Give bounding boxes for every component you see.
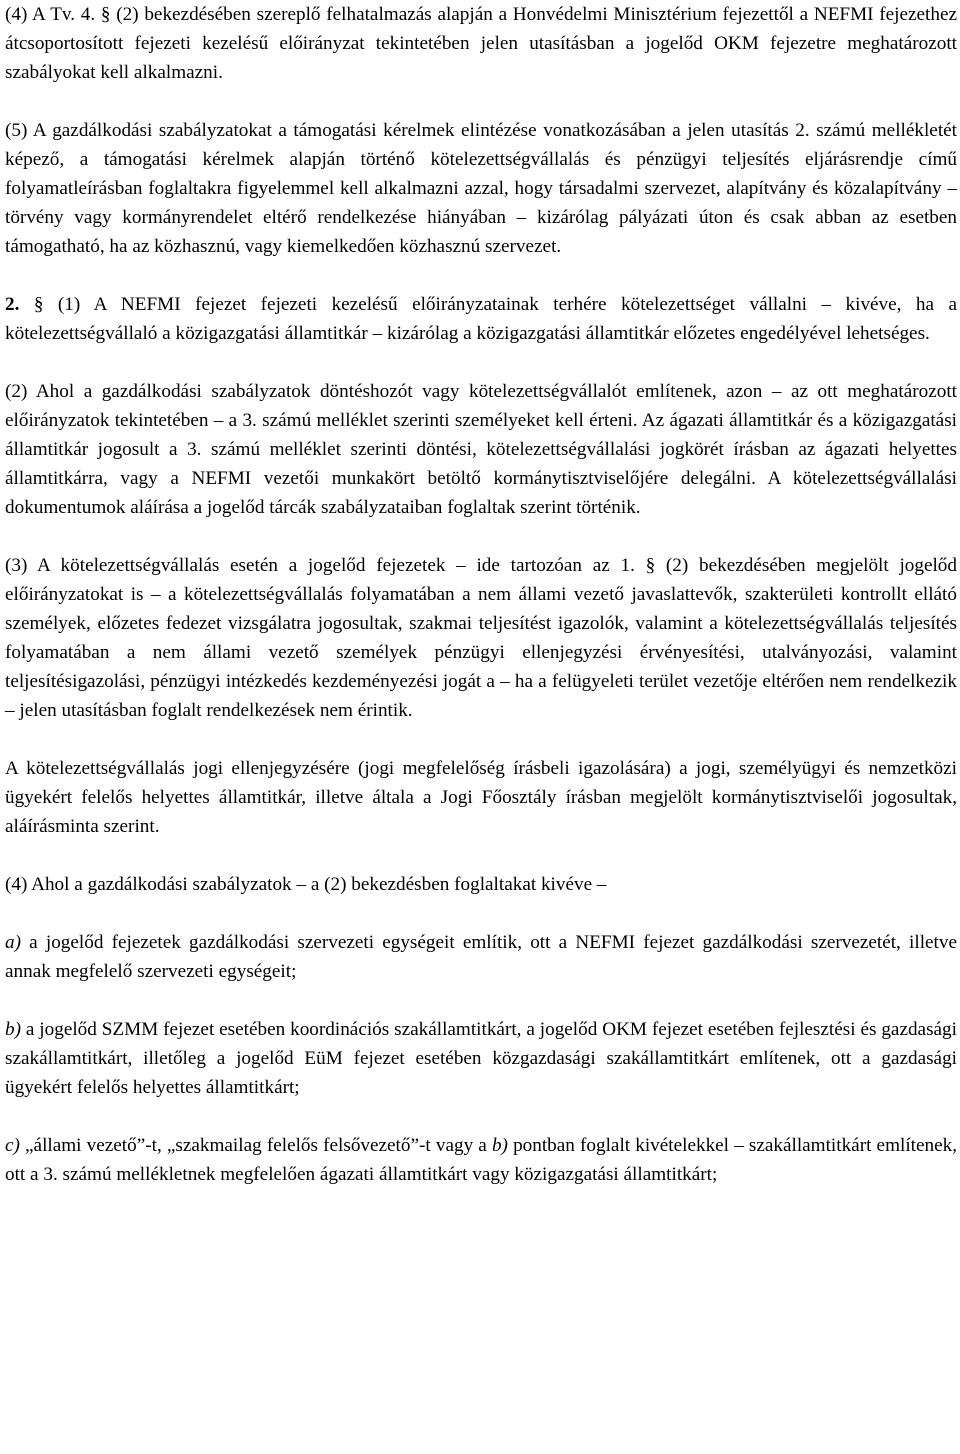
- list-item-text: a jogelőd fejezetek gazdálkodási szervezeti egységeit említik, ott a NEFMI fejezet gazdálkodási szervezetét, illetve annak megfelelő szervezeti egységeit;: [5, 932, 957, 982]
- paragraph-5: (5) A gazdálkodási szabályzatokat a támogatási kérelmek elintézése vonatkozásában a jelen utasítás 2. számú mellékletét képező, a támogatási kérelmek alapján történő kötelezettségvállalás és pénzügyi teljesítés eljárásrendje című folyamatleírásban foglaltakra figyelemmel kell alkalmazni azzal, hogy társadalmi szervezet, alapítvány és közalapítvány – törvény vagy kormányrendelet eltérő rendelkezése hiányában – kizárólag pályázati úton és csak abban az esetben támogatható, ha az közhasznú, vagy kiemelkedően közhasznú szervezet.: [5, 120, 957, 257]
- spacer: [5, 348, 957, 377]
- spacer: [5, 841, 957, 870]
- spacer: [5, 87, 957, 116]
- section-2-paragraph-3b: A kötelezettségvállalás jogi ellenjegyzésére (jogi megfelelőség írásbeli igazolására) a jogi, személyügyi és nemzetközi ügyekért felelős helyettes államtitkár, illetve általa a Jogi Főosztály írásban megjelölt kormánytisztviselői jogosultak, aláírásminta szerint.: [5, 758, 957, 837]
- list-item-text: a jogelőd SZMM fejezet esetében koordinációs szakállamtitkárt, a jogelőd OKM fejezet esetében fejlesztési és gazdasági szakállamtitkárt, illetőleg a jogelőd EüM fejezet esetében közgazdasági szakállamtitkárt említenek, ott a gazdasági ügyekért felelős helyettes államtitkárt;: [5, 1019, 957, 1098]
- spacer: [5, 261, 957, 290]
- section-2-paragraph-3: (3) A kötelezettségvállalás esetén a jogelőd fejezetek – ide tartozóan az 1. § (2) bekezdésében megjelölt jogelőd előirányzatokat is – a kötelezettségvállalás folyamatában a nem állami vezető javaslattevők, szakterületi kontrollt ellátó személyek, előzetes fedezet vizsgálatra jogosultak, szakmai teljesítést igazolók, valamint a kötelezettségvállalás teljesítés folyamatában a nem állami vezető személyek pénzügyi ellenjegyzési érvényesítési, utalványozási, valamint teljesítésigazolási, pénzügyi intézkedés kezdeményezési jogát a – ha a felügyeleti terület vezetője eltérően nem rendelkezik – jelen utasításban foglalt rendelkezések nem érintik.: [5, 555, 957, 721]
- document-body: [5, 0, 957, 1189]
- list-item-label: c): [5, 1135, 20, 1156]
- section-2-paragraph-2: (2) Ahol a gazdálkodási szabályzatok döntéshozót vagy kötelezettségvállalót említenek, azon – az ott meghatározott előirányzatok tekintetében – a 3. számú melléklet szerinti személyeket kell érteni. Az ágazati államtitkár és a közigazgatási államtitkár jogosult a 3. számú melléklet szerinti döntési, kötelezettségvállalási jogkörét írásban az ágazati helyettes államtitkárra, vagy a NEFMI vezetői munkakört betöltő kormánytisztviselőjére delegálni. A kötelezettségvállalási dokumentumok aláírása a jogelőd tárcák szabályzataiban foglaltak szerint történik.: [5, 381, 957, 518]
- list-item-label: a): [5, 932, 21, 953]
- list-item-b: [5, 1015, 957, 1102]
- list-item-text: pontban foglalt kivételekkel – szakállamtitkárt említenek, ott a 3. számú mellékletnek megfelelően ágazati államtitkárt vagy közigazgatási államtitkárt;: [5, 1135, 958, 1185]
- section-2-paragraph-1-text: § (1) A NEFMI fejezet fejezeti kezelésű előirányzatainak terhére kötelezettséget vállalni – kivéve, ha a kötelezettségvállaló a közigazgatási államtitkár – kizárólag a közigazgatási államtitkár előzetes engedélyével lehetséges.: [5, 294, 958, 344]
- spacer: [5, 899, 957, 928]
- list-item-a: [5, 928, 957, 986]
- list-item-text: „állami vezető”-t, „szakmailag felelős felsővezető”-t vagy a: [19, 1135, 492, 1156]
- spacer: [5, 522, 957, 551]
- section-2-paragraph-1: [5, 290, 957, 348]
- list-item-label: b): [5, 1019, 21, 1040]
- spacer: [5, 986, 957, 1015]
- list-item-reference: b): [491, 1135, 508, 1156]
- list-item-c: [5, 1131, 957, 1189]
- section-2-paragraph-4: (4) Ahol a gazdálkodási szabályzatok – a (2) bekezdésben foglaltakat kivéve –: [5, 874, 607, 895]
- section-number: 2.: [5, 294, 20, 315]
- spacer: [5, 725, 957, 754]
- paragraph-4: (4) A Tv. 4. § (2) bekezdésében szereplő felhatalmazás alapján a Honvédelmi Minisztérium fejezettől a NEFMI fejezethez átcsoportosított fejezeti kezelésű előirányzat tekintetében jelen utasításban a jogelőd OKM fejezetre meghatározott szabályokat kell alkalmazni.: [5, 4, 957, 83]
- spacer: [5, 1102, 957, 1131]
